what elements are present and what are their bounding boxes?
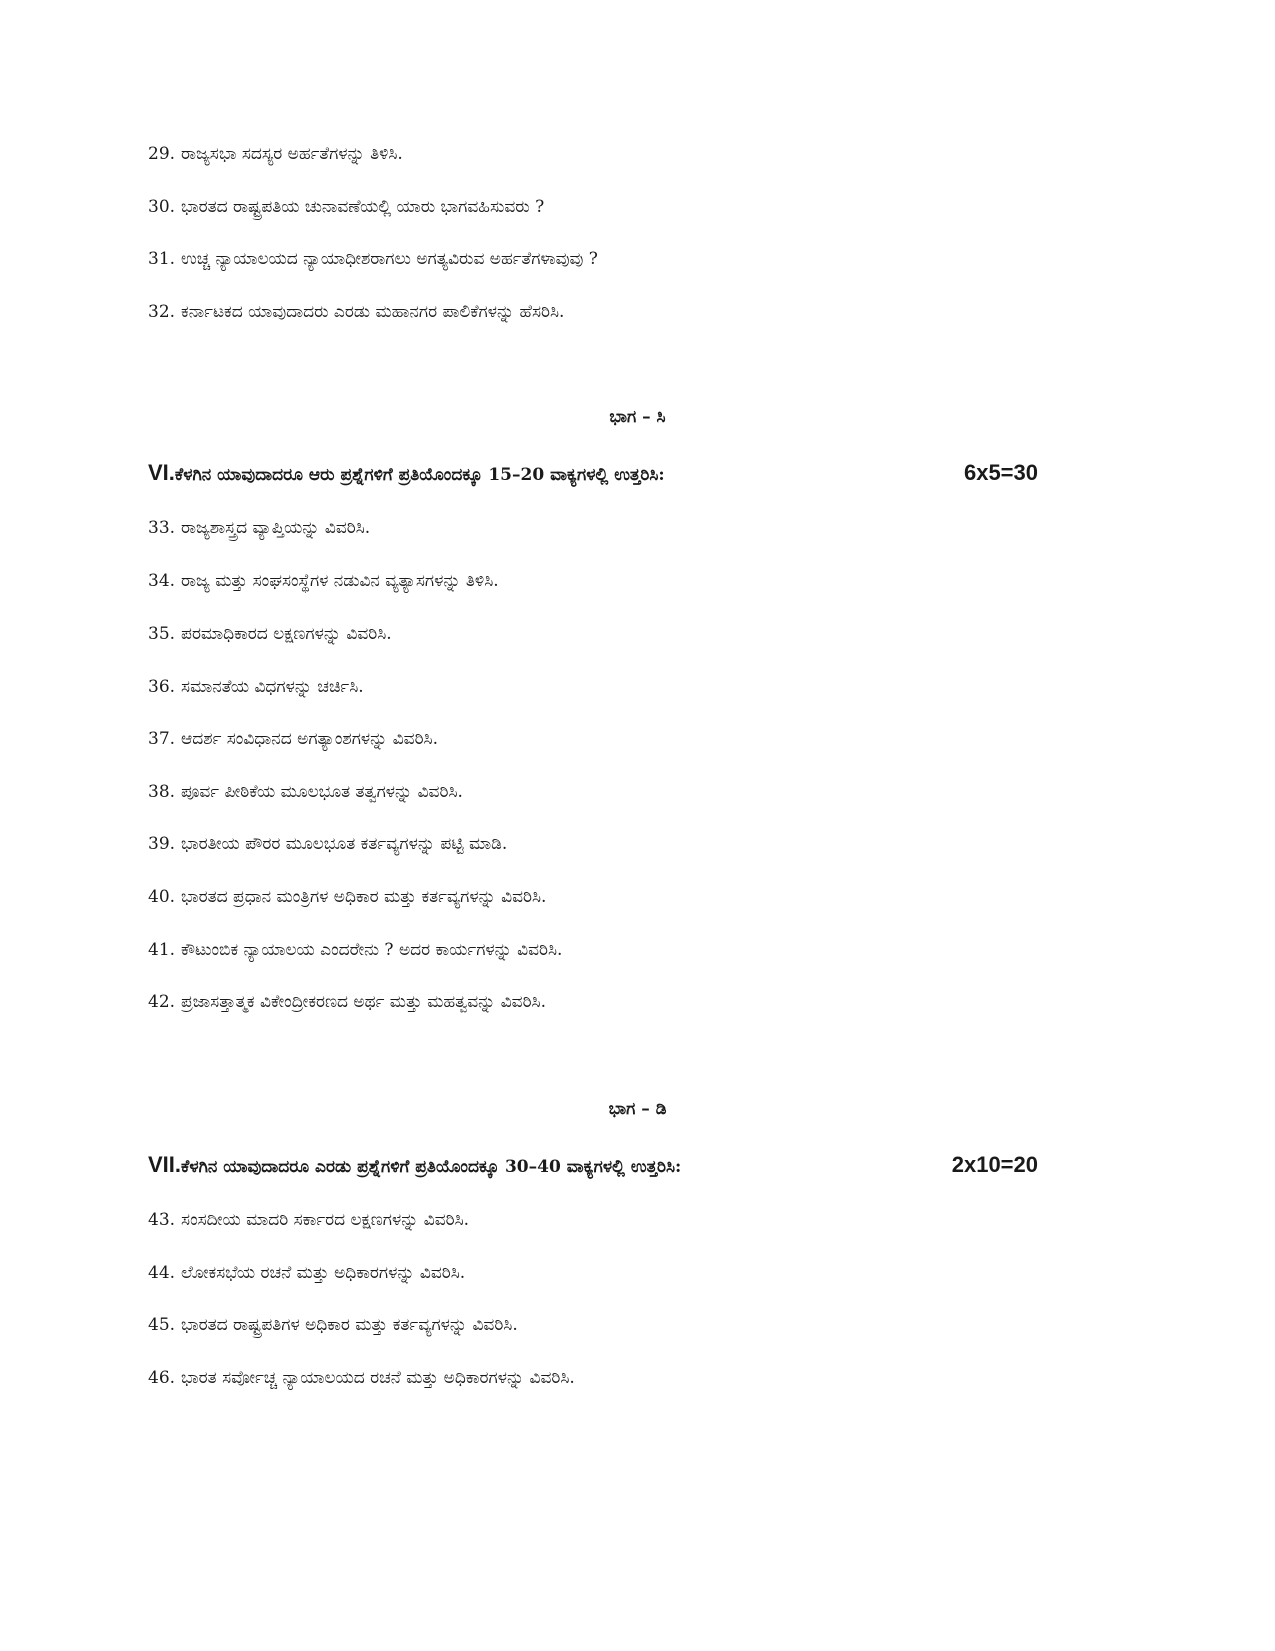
question-text: ರಾಜ್ಯ ಮತ್ತು ಸಂಘಸಂಸ್ಥೆಗಳ ನಡುವಿನ ವ್ಯತ್ಯಾಸಗಳನ್ನು ತಿಳಿಸಿ. [181,571,499,591]
section-instruction: ಕೆಳಗಿನ ಯಾವುದಾದರೂ ಆರು ಪ್ರಶ್ನೆಗಳಿಗೆ ಪ್ರತಿಯೊಂದಕ್ಕೂ 15–20 ವಾಕ್ಯಗಳಲ್ಲಿ ಉತ್ತರಿಸಿ: [174,465,665,485]
question-number: 30. [148,197,176,217]
question-36 [148,675,364,699]
question-number: 46. [148,1368,176,1388]
question-text: ಭಾರತೀಯ ಪೌರರ ಮೂಲಭೂತ ಕರ್ತವ್ಯಗಳನ್ನು ಪಟ್ಟಿ ಮಾಡಿ. [181,834,508,854]
question-text: ಸಮಾನತೆಯ ವಿಧಗಳನ್ನು ಚರ್ಚಿಸಿ. [181,677,364,697]
question-39 [148,832,507,856]
question-number: 43. [148,1210,176,1230]
section-marks: 6x5=30 [963,460,1038,485]
part-d-heading: ಭಾಗ – ಡಿ [608,1099,667,1119]
section-vii-header [148,1150,1038,1180]
section-number: VI. [148,460,175,485]
question-35 [148,622,392,646]
question-34 [148,569,499,593]
question-text: ರಾಜ್ಯಸಭಾ ಸದಸ್ಯರ ಅರ್ಹತೆಗಳನ್ನು ತಿಳಿಸಿ. [181,144,403,164]
question-text: ರಾಜ್ಯಶಾಸ್ತ್ರದ ವ್ಯಾಪ್ತಿಯನ್ನು ವಿವರಿಸಿ. [181,518,371,538]
question-number: 29. [148,144,176,164]
question-46 [148,1366,575,1390]
question-text: ಕೌಟುಂಬಿಕ ನ್ಯಾಯಾಲಯ ಎಂದರೇನು ? ಅದರ ಕಾರ್ಯಗಳನ್ನು ವಿವರಿಸಿ. [181,940,563,960]
question-text: ಆದರ್ಶ ಸಂವಿಧಾನದ ಅಗತ್ಯಾಂಶಗಳನ್ನು ವಿವರಿಸಿ. [181,729,438,749]
question-number: 45. [148,1315,176,1335]
question-37 [148,727,438,751]
question-43 [148,1208,469,1232]
question-44 [148,1261,465,1285]
question-32 [148,300,564,324]
question-number: 39. [148,834,176,854]
question-number: 41. [148,940,176,960]
part-c-heading: ಭಾಗ – ಸಿ [609,407,666,427]
section-instruction: ಕೆಳಗಿನ ಯಾವುದಾದರೂ ಎರಡು ಪ್ರಶ್ನೆಗಳಿಗೆ ಪ್ರತಿಯೊಂದಕ್ಕೂ 30–40 ವಾಕ್ಯಗಳಲ್ಲಿ ಉತ್ತರಿಸಿ: [181,1157,682,1177]
question-number: 32. [148,302,176,322]
question-42 [148,990,546,1014]
question-number: 40. [148,887,176,907]
section-vi-header [148,458,1038,488]
question-number: 35. [148,624,176,644]
question-number: 44. [148,1263,176,1283]
section-marks: 2x10=20 [951,1152,1038,1177]
question-number: 42. [148,992,176,1012]
question-33 [148,516,370,540]
question-text: ಉಚ್ಚ ನ್ಯಾಯಾಲಯದ ನ್ಯಾಯಾಧೀಶರಾಗಲು ಅಗತ್ಯವಿರುವ ಅರ್ಹತೆಗಳಾವುವು ? [181,249,598,269]
question-text: ಭಾರತ ಸರ್ವೋಚ್ಚ ನ್ಯಾಯಾಲಯದ ರಚನೆ ಮತ್ತು ಅಧಿಕಾರಗಳನ್ನು ವಿವರಿಸಿ. [181,1368,575,1388]
question-41 [148,938,562,962]
question-number: 38. [148,782,176,802]
question-text: ಸಂಸದೀಯ ಮಾದರಿ ಸರ್ಕಾರದ ಲಕ್ಷಣಗಳನ್ನು ವಿವರಿಸಿ. [181,1210,470,1230]
question-text: ಪೂರ್ವ ಪೀಠಿಕೆಯ ಮೂಲಭೂತ ತತ್ವಗಳನ್ನು ವಿವರಿಸಿ. [181,782,463,802]
question-31 [148,247,598,271]
question-text: ಪರಮಾಧಿಕಾರದ ಲಕ್ಷಣಗಳನ್ನು ವಿವರಿಸಿ. [181,624,392,644]
question-number: 31. [148,249,176,269]
section-number: VII. [148,1152,182,1177]
question-text: ಲೋಕಸಭೆಯ ರಚನೆ ಮತ್ತು ಅಧಿಕಾರಗಳನ್ನು ವಿವರಿಸಿ. [181,1263,466,1283]
question-number: 37. [148,729,176,749]
question-30 [148,195,544,219]
question-29 [148,142,403,166]
question-text: ಭಾರತದ ರಾಷ್ಟ್ರಪತಿಯ ಚುನಾವಣೆಯಲ್ಲಿ ಯಾರು ಭಾಗವಹಿಸುವರು ? [181,197,545,217]
question-number: 33. [148,518,176,538]
question-number: 36. [148,677,176,697]
question-number: 34. [148,571,176,591]
question-text: ಭಾರತದ ಪ್ರಧಾನ ಮಂತ್ರಿಗಳ ಅಧಿಕಾರ ಮತ್ತು ಕರ್ತವ್ಯಗಳನ್ನು ವಿವರಿಸಿ. [181,887,547,907]
question-text: ಪ್ರಜಾಸತ್ತಾತ್ಮಕ ವಿಕೇಂದ್ರೀಕರಣದ ಅರ್ಥ ಮತ್ತು ಮಹತ್ವವನ್ನು ವಿವರಿಸಿ. [181,992,546,1012]
question-text: ಭಾರತದ ರಾಷ್ಟ್ರಪತಿಗಳ ಅಧಿಕಾರ ಮತ್ತು ಕರ್ತವ್ಯಗಳನ್ನು ವಿವರಿಸಿ. [181,1315,518,1335]
question-text: ಕರ್ನಾಟಕದ ಯಾವುದಾದರು ಎರಡು ಮಹಾನಗರ ಪಾಲಿಕೆಗಳನ್ನು ಹೆಸರಿಸಿ. [181,302,565,322]
question-40 [148,885,546,909]
question-45 [148,1313,518,1337]
question-38 [148,780,463,804]
